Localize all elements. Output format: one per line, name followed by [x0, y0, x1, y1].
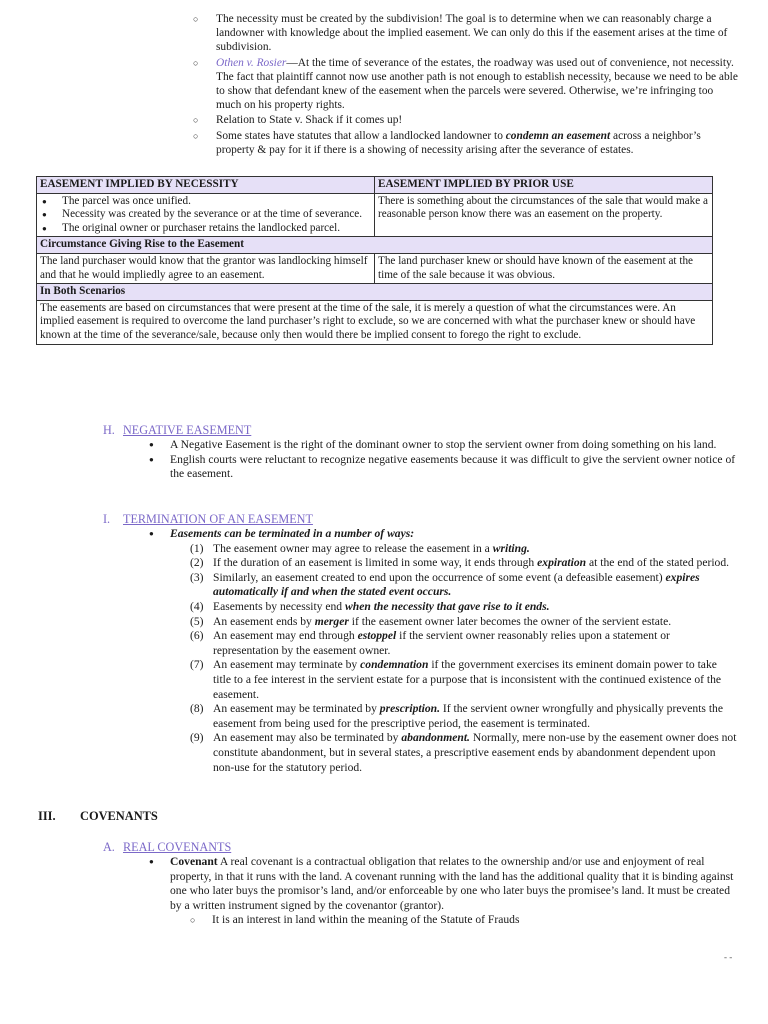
section-title: NEGATIVE EASEMENT — [123, 423, 252, 437]
list-item: ● Covenant A real covenant is a contractual obligation that relates to the ownership and/or use and enjoyment of real property, in that it runs with the land. A covenant running with the land has the additional quality that it is binding against one who later buys the promisor’s land, and/or enforceable by one who later buys the promisee’s land. It must be created by a written instrument signed by the covenantor (grantor). ○ It is an interest in land within the meaning of the Statute of Frauds — [147, 855, 737, 928]
list-item: ● The parcel was once unified. — [40, 195, 371, 209]
list-item: (2) If the duration of an easement is limited in some way, it ends through expiration at the end of the stated period. — [190, 556, 730, 570]
table-cell: The easements are based on circumstances that were present at the time of the sale, it is merely a question of what the circumstances were. An implied easement is required to overcome the land purchaser’s right to exclude, so we are concerned with what the purchaser knew or should have known at the time of the severance/sale, because only then would there be implied consent to forego the right to exclude. — [37, 300, 713, 344]
table-header-prior-use: EASEMENT IMPLIED BY PRIOR USE — [375, 177, 713, 194]
list-item: ○ Relation to State v. Shack if it comes up! — [193, 113, 738, 127]
table-row-header: In Both Scenarios — [37, 284, 713, 301]
list-item: ● Necessity was created by the severance or at the time of severance. — [40, 208, 371, 222]
top-bullet-list — [193, 12, 738, 158]
list-item: (1) The easement owner may agree to release the easement in a writing. — [190, 541, 530, 555]
list-item: (8) An easement may be terminated by prescription. If the servient owner wrongfully and physically prevents the easement from being used for the prescriptive period, the easement is terminated. — [190, 702, 723, 730]
section-title-covenants: COVENANTS — [80, 809, 158, 823]
list-item: ○ Othen v. Rosier—At the time of severance of the estates, the roadway was used out of convenience, not necessity. The fact that plaintiff cannot now use another path is not enough to establish necessity, because we need to be able to show that defendant knew of the easement when the parcels were severed. Otherwise, we’re infringing too much on his property rights. — [193, 56, 738, 113]
section-title: REAL COVENANTS — [123, 840, 232, 854]
section-heading-h: H. NEGATIVE EASEMENT — [103, 423, 252, 437]
list-item: ● English courts were reluctant to recognize negative easements because it was difficult to give the servient owner notice of the easement. — [147, 453, 737, 482]
list-item: (3) Similarly, an easement created to end upon the occurrence of some event (a defeasible easement) expires automatically if and when the stated event occurs. — [190, 570, 700, 599]
section-heading-i: I. TERMINATION OF AN EASEMENT — [103, 512, 313, 526]
table-header-necessity: EASEMENT IMPLIED BY NECESSITY — [37, 177, 375, 194]
list-item: ● The original owner or purchaser retains the landlocked parcel. — [40, 222, 371, 236]
table-cell: The land purchaser knew or should have known of the easement at the time of the sale because it was obvious. — [375, 253, 713, 283]
easement-comparison-table — [36, 176, 713, 345]
termination-list — [147, 527, 737, 775]
term: Covenant — [170, 855, 218, 868]
table-row-header: Circumstance Giving Rise to the Easement — [37, 237, 713, 254]
list-item: ○ Some states have statutes that allow a landlocked landowner to condemn an easement across a neighbor’s property & pay for it if there is a showing of necessity arising after the severance of estates. — [193, 129, 738, 157]
list-item: (6) An easement may end through estoppel if the servient owner reasonably relies upon a statement or representation by the easement owner. — [190, 629, 670, 657]
list-item: (4) Easements by necessity end when the necessity that gave rise to it ends. — [190, 599, 550, 613]
table-cell: The land purchaser would know that the grantor was landlocking himself and that he would impliedly agree to an easement. — [37, 253, 375, 283]
table-cell — [37, 193, 375, 237]
page-mark: - - — [724, 952, 733, 962]
list-item: (5) An easement ends by merger if the easement owner later becomes the owner of the servient estate. — [190, 614, 672, 628]
termination-methods — [190, 542, 737, 776]
real-covenants-list — [147, 855, 737, 928]
section-heading-a: A. REAL COVENANTS — [103, 840, 232, 854]
sub-list — [190, 913, 737, 928]
list-item: ○ The necessity must be created by the subdivision! The goal is to determine when we can reasonably charge a landowner with knowledge about the implied easement. We can only do this if the easement arises at the time of subdivision. — [193, 12, 738, 55]
list-item: ● A Negative Easement is the right of the dominant owner to stop the servient owner from doing something on his land. — [147, 438, 737, 453]
negative-easement-list — [147, 438, 737, 482]
section-number: III. — [38, 809, 56, 823]
list-item: (9) An easement may also be terminated by abandonment. Normally, mere non-use by the easement owner does not constitute abandonment, but in several states, a prescriptive easement ends by abandonment dependent upon non-use for the statutory period. — [190, 731, 737, 774]
table-cell: There is something about the circumstances of the sale that would make a reasonable person know there was an easement on the property. — [375, 193, 713, 237]
section-title: TERMINATION OF AN EASEMENT — [123, 512, 313, 526]
list-item: ● Easements can be terminated in a number of ways: (1) The easement owner may agree to release the easement in a writing. (2) If the duration of an easement is limited in some way, it ends through expiration at the end of the stated period. (3) Similarly, an easement created to end upon the occurrence of some event (a defeasible easement) expires automatically if and when the stated event occurs. (4) Easements by necessity end when the necessity that gave rise to it ends. (5) An easement ends by merger if the easement owner later becomes the owner of the servient estate. (6) An easement may end through estoppel if the servient owner reasonably relies upon a statement or representation by the easement owner. (7) An easement may terminate by condemnation if the government exercises its eminent domain power to take title to a fee interest in the servient estate for a purpose that is inconsistent with the continued existence of the easement. (8) An easement may be terminated by prescription. If the servient owner wrongfully and physically prevents the easement from being used for the prescriptive period, the easement is terminated. (9) An easement may also be terminated by abandonment. Normally, mere non-use by the easement owner does not constitute abandonment, but in several states, a prescriptive easement ends by abandonment dependent upon non-use for the statutory period. — [147, 527, 737, 775]
case-citation: Othen v. Rosier — [216, 56, 287, 69]
list-item: (7) An easement may terminate by condemnation if the government exercises its eminent domain power to take title to a fee interest in the servient estate for a purpose that is inconsistent with the continued existence of the easement. — [190, 658, 722, 701]
list-item: ○ It is an interest in land within the meaning of the Statute of Frauds — [190, 913, 737, 928]
